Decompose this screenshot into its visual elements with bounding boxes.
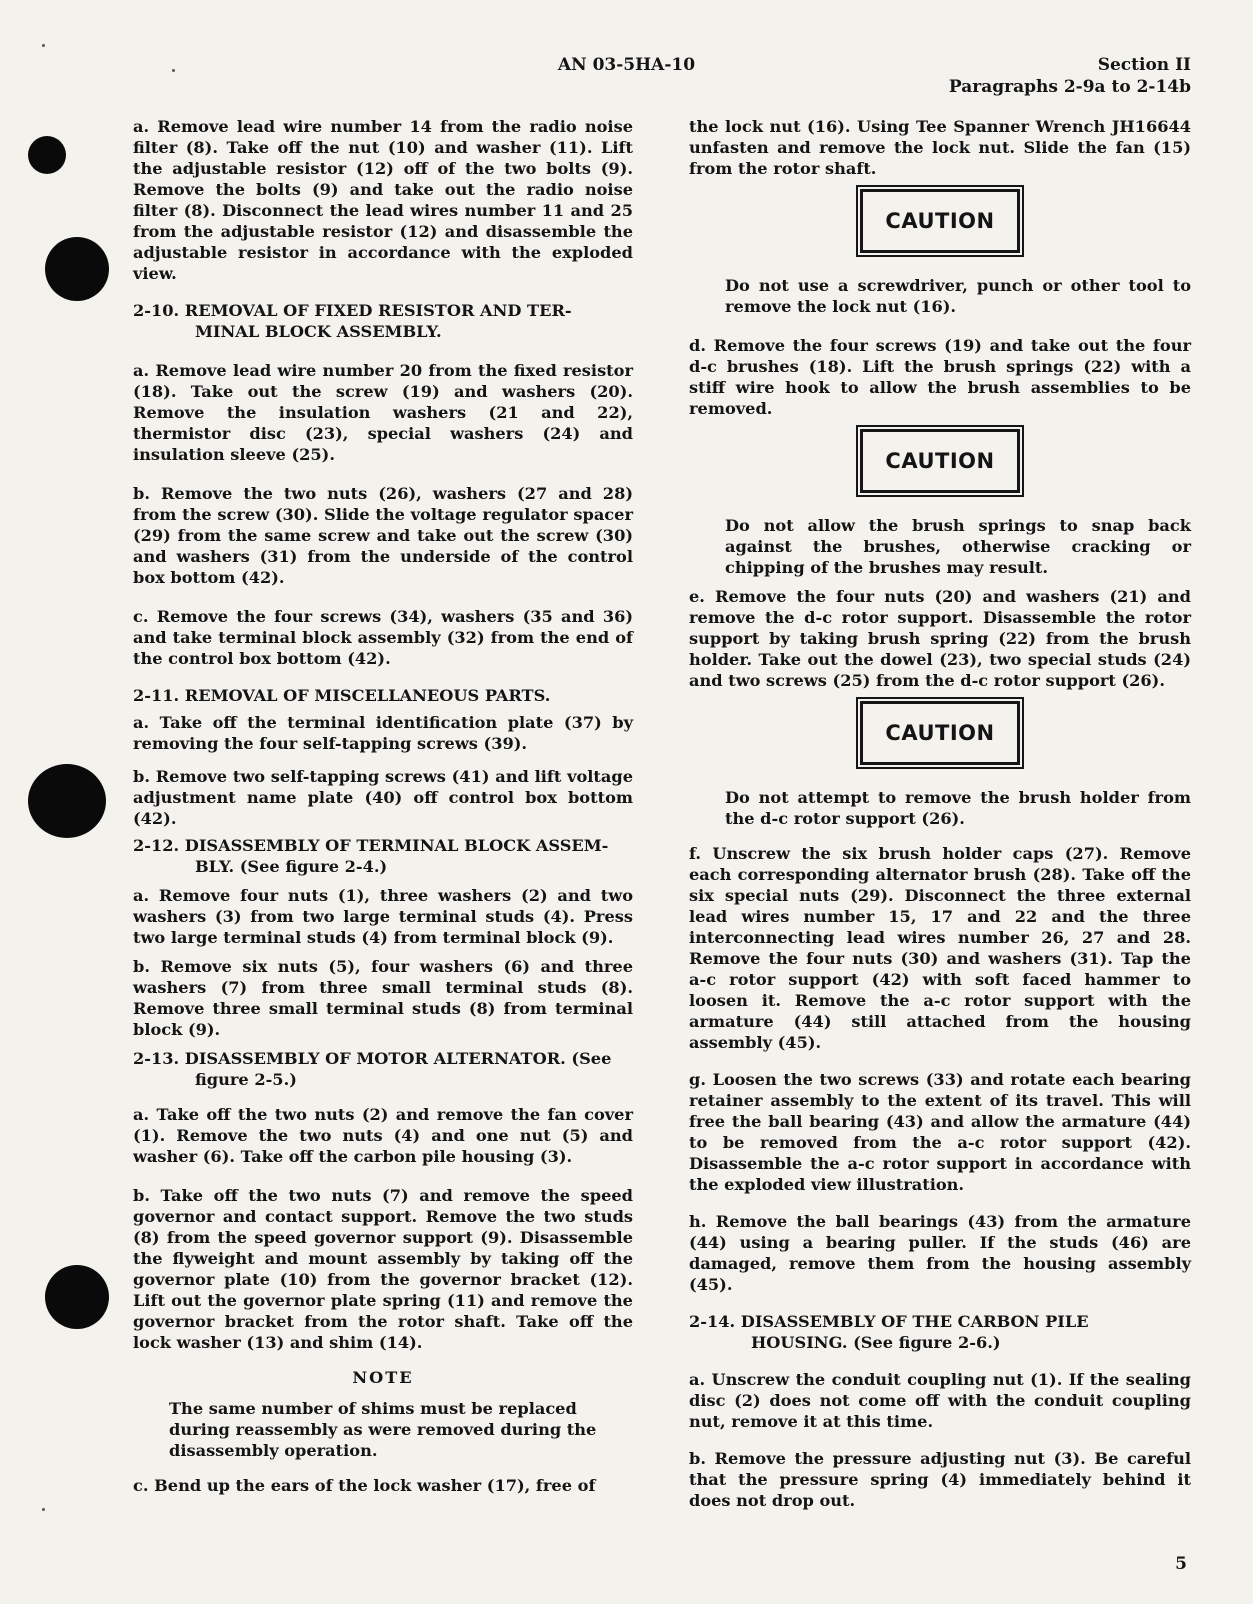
heading-2-13-line1: 2-13. DISASSEMBLY OF MOTOR ALTERNATOR. (See	[133, 1049, 612, 1068]
paragraph-2-13d: d. Remove the four screws (19) and take out the four d-c brushes (18). Lift the brush springs (22) with a stiff wire hook to allow the brush assemblies to be removed.	[689, 336, 1191, 418]
caution-text-2: Do not allow the brush springs to snap back against the brushes, otherwise cracking or chipping of the brushes may result.	[725, 516, 1191, 577]
paragraph-2-13c: c. Bend up the ears of the lock washer (17), free of	[133, 1476, 596, 1495]
heading-2-10	[133, 300, 633, 342]
paragraph-2-12a: a. Remove four nuts (1), three washers (2) and two washers (3) from two large terminal studs (4). Press two large terminal studs (4) from terminal block (9).	[133, 886, 633, 947]
paragraph-2-14b: b. Remove the pressure adjusting nut (3). Be careful that the pressure spring (4) immediately behind it does not drop out.	[689, 1449, 1191, 1510]
paragraph-2-10b: b. Remove the two nuts (26), washers (27 and 28) from the screw (30). Slide the voltage regulator spacer (29) from the same screw and take out the screw (30) and washers (31) from the underside of the control box bottom (42).	[133, 484, 633, 587]
paragraph-2-14a: a. Unscrew the conduit coupling nut (1). If the sealing disc (2) does not come off with the conduit coupling nut, remove it at this time.	[689, 1370, 1191, 1431]
caution-text-3: Do not attempt to remove the brush holder from the d-c rotor support (26).	[725, 788, 1191, 828]
paragraph-2-13e: e. Remove the four nuts (20) and washers (21) and remove the d-c rotor support. Disassemble the rotor support by taking brush spring (22) from the brush holder. Take out the dowel (23), two special studs (24) and two screws (25) from the d-c rotor support (26).	[689, 587, 1191, 690]
paragraph-2-11a: a. Take off the terminal identification plate (37) by removing the four self-tapping screws (39).	[133, 713, 633, 753]
heading-2-12-line1: 2-12. DISASSEMBLY OF TERMINAL BLOCK ASSEM-	[133, 836, 609, 855]
paragraph-2-13h: h. Remove the ball bearings (43) from the armature (44) using a bearing puller. If the studs (46) are damaged, remove them from the housing assembly (45).	[689, 1212, 1191, 1294]
caution-label: CAUTION	[860, 429, 1020, 493]
heading-2-10-line2: MINAL BLOCK ASSEMBLY.	[195, 322, 442, 341]
paragraph-2-10a: a. Remove lead wire number 20 from the fixed resistor (18). Take out the screw (19) and washers (20). Remove the insulation washers (21 and 22), thermistor disc (23), special washers (24) and insulation sleeve (25).	[133, 361, 633, 464]
paragraph-2-13a: a. Take off the two nuts (2) and remove the fan cover (1). Remove the two nuts (4) and one nut (5) and washer (6). Take off the carbon pile housing (3).	[133, 1105, 633, 1166]
paragraph-2-13b: b. Take off the two nuts (7) and remove the speed governor and contact support. Remove the two studs (8) from the speed governor support (9). Disassemble the flyweight and mount assembly by taking off the governor plate (10) from the governor bracket (12). Lift out the governor plate spring (11) and remove the governor bracket from the rotor shaft. Take off the lock washer (13) and shim (14).	[133, 1186, 633, 1352]
heading-2-10-line1: 2-10. REMOVAL OF FIXED RESISTOR AND TER-	[133, 301, 572, 320]
heading-2-14	[689, 1311, 1191, 1353]
caution-label: CAUTION	[860, 701, 1020, 765]
binder-hole-4	[45, 1265, 109, 1329]
heading-2-13-line2: figure 2-5.)	[195, 1070, 297, 1089]
paragraph-2-12b: b. Remove six nuts (5), four washers (6) and three washers (7) from three small terminal studs (8). Remove three small terminal studs (8) from terminal block (9).	[133, 957, 633, 1039]
heading-2-13	[133, 1048, 633, 1090]
paragraph-2-10c: c. Remove the four screws (34), washers (35 and 36) and take terminal block assembly (32) from the end of the control box bottom (42).	[133, 607, 633, 668]
note-body: The same number of shims must be replaced during reassembly as were removed during the disassembly operation.	[169, 1399, 597, 1460]
paragraph-2-9a: a. Remove lead wire number 14 from the radio noise filter (8). Take off the nut (10) and washer (11). Lift the adjustable resistor (12) off of the two bolts (9). Remove the bolts (9) and take out the radio noise filter (8). Disconnect the lead wires number 11 and 25 from the adjustable resistor (12) and disassemble the adjustable resistor in accordance with the exploded view.	[133, 117, 633, 283]
speck	[42, 1508, 45, 1511]
page-number: 5	[1175, 1554, 1187, 1574]
section-info	[949, 54, 1191, 98]
heading-2-11: 2-11. REMOVAL OF MISCELLANEOUS PARTS.	[133, 686, 551, 705]
heading-2-12-line2: BLY. (See figure 2-4.)	[195, 857, 388, 876]
left-column	[133, 116, 633, 1508]
heading-2-12	[133, 835, 633, 877]
right-column	[689, 116, 1191, 1523]
caution-text-1: Do not use a screwdriver, punch or other tool to remove the lock nut (16).	[725, 276, 1191, 316]
note-title: NOTE	[352, 1368, 414, 1387]
caution-label: CAUTION	[860, 189, 1020, 253]
heading-2-14-line1: 2-14. DISASSEMBLY OF THE CARBON PILE	[689, 1312, 1089, 1331]
paragraph-range: Paragraphs 2-9a to 2-14b	[948, 77, 1191, 97]
heading-2-14-line2: HOUSING. (See figure 2-6.)	[751, 1333, 1001, 1352]
binder-hole-2	[45, 237, 109, 301]
caution-box-3	[689, 701, 1191, 765]
paragraph-2-13c-continued: the lock nut (16). Using Tee Spanner Wrench JH16644 unfasten and remove the lock nut. Slide the fan (15) from the rotor shaft.	[689, 117, 1191, 178]
section-label: Section II	[1097, 55, 1191, 75]
paragraph-2-13g: g. Loosen the two screws (33) and rotate each bearing retainer assembly to the extent of its travel. This will free the ball bearing (43) and allow the armature (44) to be removed from the a-c rotor support (42). Disassemble the a-c rotor support in accordance with the exploded view illustration.	[689, 1070, 1191, 1194]
paragraph-2-13f: f. Unscrew the six brush holder caps (27). Remove each corresponding alternator brush (28). Take off the six special nuts (29). Disconnect the three external lead wires number 15, 17 and 22 and the three interconnecting lead wires number 26, 27 and 28. Remove the four nuts (30) and washers (31). Tap the a-c rotor support (42) with soft faced hammer to loosen it. Remove the a-c rotor support with the armature (44) still attached from the housing assembly (45).	[689, 844, 1191, 1052]
caution-box-1	[689, 189, 1191, 253]
speck	[42, 44, 45, 47]
paragraph-2-11b: b. Remove two self-tapping screws (41) and lift voltage adjustment name plate (40) off control box bottom (42).	[133, 767, 633, 828]
document-number: AN 03-5HA-10	[557, 55, 696, 75]
binder-hole-3	[28, 764, 106, 838]
caution-box-2	[689, 429, 1191, 493]
binder-hole-1	[28, 136, 66, 174]
